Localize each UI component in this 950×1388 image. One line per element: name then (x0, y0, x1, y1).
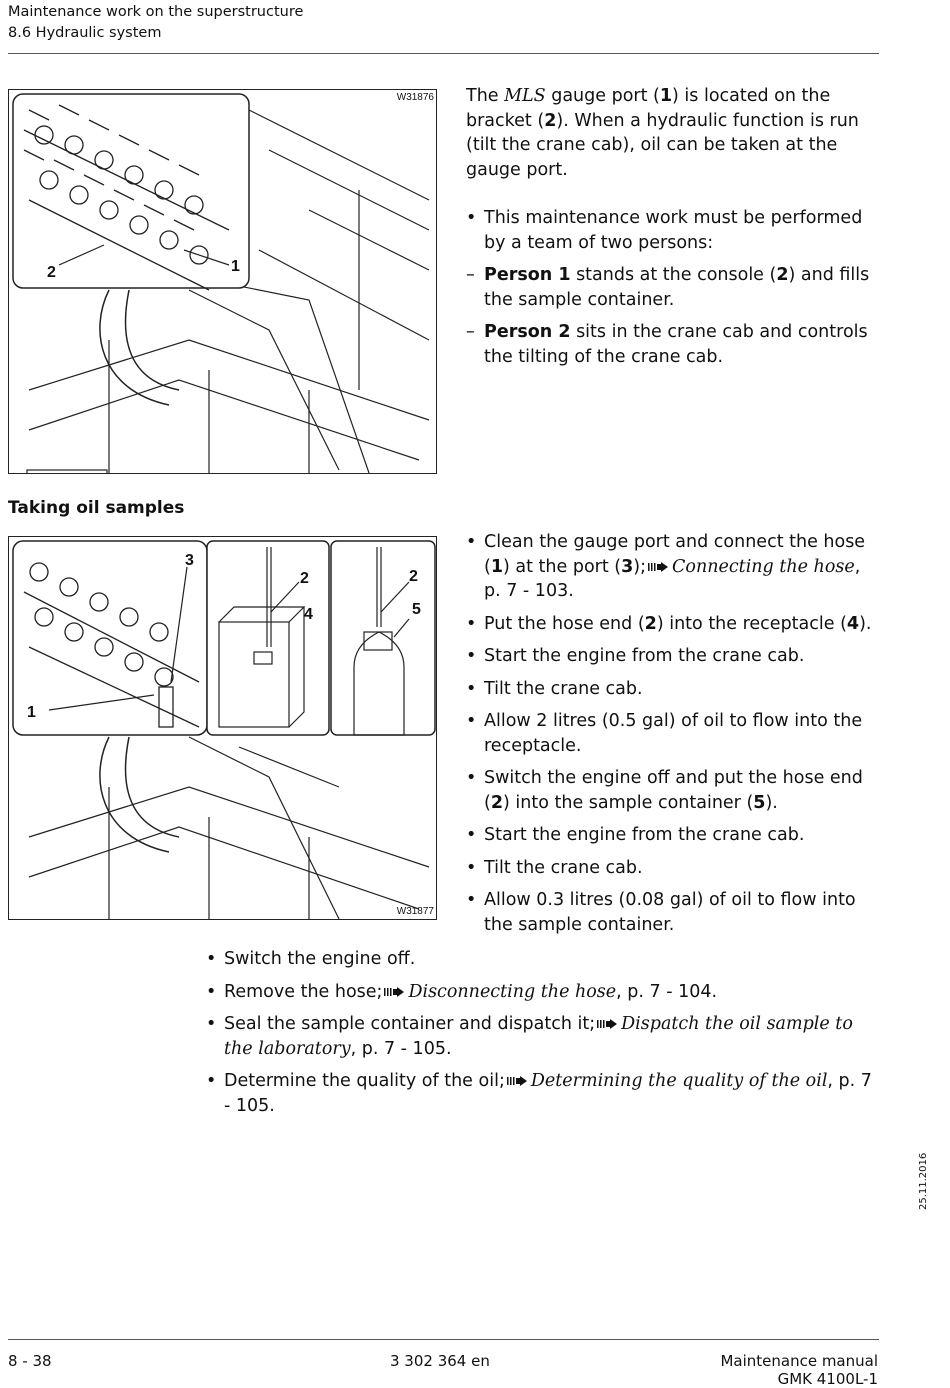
figure-gauge-port-drawing (9, 90, 436, 473)
figure-id: W31876 (396, 92, 434, 103)
step-hose-sample-container: • Switch the engine off and put the hose end (2) into the sample container (5). (466, 766, 878, 815)
step-connect-hose: • Clean the gauge port and connect the hose (1) at the port (3); Connecting the hose, p. 7 - 103. (466, 530, 878, 604)
step-hose-receptacle: • Put the hose end (2) into the receptacle (4). (466, 612, 878, 637)
figure-id: W31877 (396, 906, 434, 917)
page-number: 8 - 38 (8, 1352, 52, 1370)
link-connecting-the-hose[interactable]: Connecting the hose (672, 556, 855, 577)
link-dispatch-oil-sample[interactable]: Dispatch the oil sample to the laboratory (224, 1014, 853, 1059)
step-determine-quality: • Determine the quality of the oil; Determining the quality of the oil, p. 7 - 105. (206, 1069, 878, 1118)
step-remove-hose: • Remove the hose; Disconnecting the hose, p. 7 - 104. (206, 980, 878, 1005)
fig2-label-4: 4 (304, 606, 313, 623)
fig2-label-2a: 2 (300, 570, 309, 587)
intro-bullet: • This maintenance work must be performed by a team of two persons: (466, 206, 878, 255)
step-start-engine-2: • Start the engine from the crane cab. (466, 823, 878, 848)
step-tilt-cab-2: • Tilt the crane cab. (466, 856, 878, 881)
steps-lower (206, 947, 878, 1126)
figure-oil-sample (8, 536, 437, 920)
step-seal-dispatch: • Seal the sample container and dispatch it; Dispatch the oil sample to the laboratory, p. 7 - 105. (206, 1012, 878, 1061)
step-engine-off: • Switch the engine off. (206, 947, 878, 972)
crane-model: GMK 4100L-1 (777, 1370, 878, 1388)
fig2-label-1: 1 (27, 704, 36, 721)
header-rule (8, 53, 879, 54)
fig2-label-3: 3 (185, 552, 194, 569)
step-flow-2-litres: • Allow 2 litres (0.5 gal) of oil to flow into the receptacle. (466, 709, 878, 758)
reference-arrow-icon (597, 1019, 617, 1029)
step-tilt-cab: • Tilt the crane cab. (466, 677, 878, 702)
step-start-engine: • Start the engine from the crane cab. (466, 644, 878, 669)
link-determining-oil-quality[interactable]: Determining the quality of the oil (530, 1071, 828, 1091)
figure-oil-sample-drawing (9, 537, 436, 919)
header-chapter: Maintenance work on the superstructure (8, 4, 304, 20)
header-section: 8.6 Hydraulic system (8, 25, 162, 41)
fig1-label-2: 2 (47, 264, 56, 281)
link-disconnecting-the-hose[interactable]: Disconnecting the hose (408, 981, 617, 1002)
manual-title (720, 1352, 878, 1388)
person-1-item: – Person 1 stands at the console (2) and fills the sample container. (466, 263, 878, 312)
person-2-item: – Person 2 sits in the crane cab and controls the tilting of the crane cab. (466, 320, 878, 369)
footer-rule (8, 1339, 879, 1340)
fig2-label-5: 5 (412, 601, 421, 618)
reference-arrow-icon (384, 987, 404, 997)
reference-arrow-icon (507, 1076, 527, 1086)
running-header (8, 2, 303, 44)
intro-paragraph: The MLS gauge port (1) is located on the bracket (2). When a hydraulic function is run (tilt the crane cab), oil can be taken at the gauge port. (466, 86, 859, 180)
fig1-label-1: 1 (231, 258, 240, 275)
document-number: 3 302 364 en (390, 1352, 490, 1370)
steps-right-column (466, 530, 878, 945)
section-title: Taking oil samples (8, 498, 185, 518)
reference-arrow-icon (648, 562, 668, 572)
intro-text (466, 84, 878, 377)
fig2-label-2b: 2 (409, 568, 418, 585)
manual-name: Maintenance manual (720, 1352, 878, 1370)
print-date: 25.11.2016 (918, 1152, 929, 1210)
figure-gauge-port (8, 89, 437, 474)
step-flow-0-3-litres: • Allow 0.3 litres (0.08 gal) of oil to flow into the sample container. (466, 888, 878, 937)
